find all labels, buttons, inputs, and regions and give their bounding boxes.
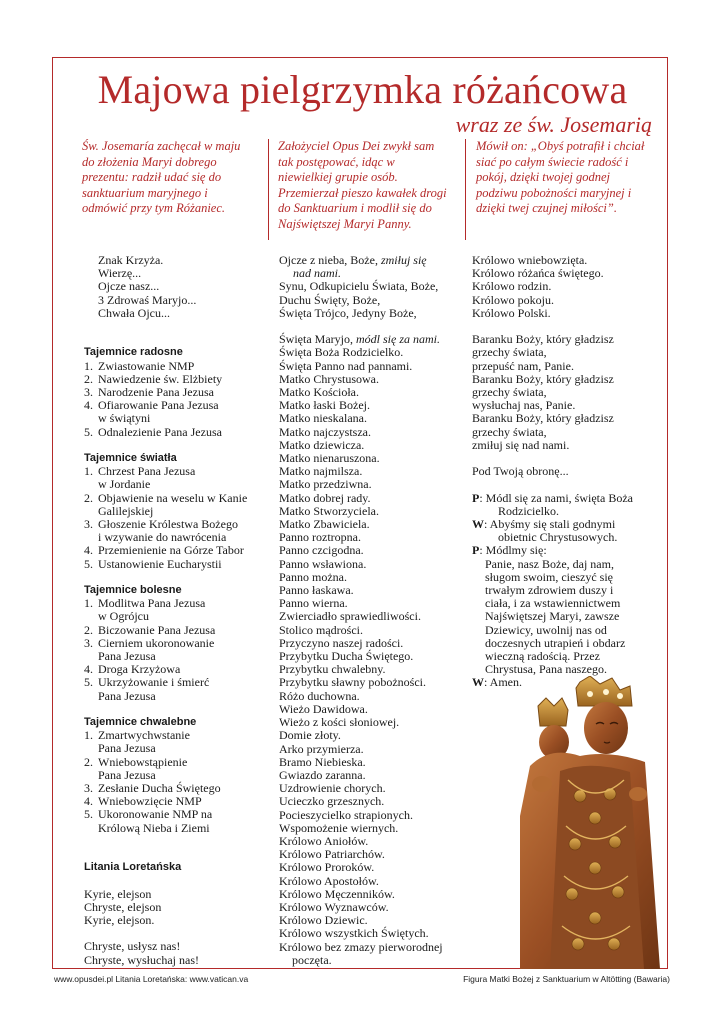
invocation-line: Wspomożenie wiernych.	[279, 820, 399, 835]
mysteries-sorrowful	[84, 584, 264, 703]
prayer-line: doczesnych utrapień i obdarz	[485, 635, 626, 650]
list-item: 1. Chrzest Pana Jezusa	[84, 464, 196, 479]
mysteries-light	[84, 452, 264, 571]
list-item-continuation: Pana Jezusa	[98, 649, 156, 664]
prayer-line: sługom swoim, cieszyć się	[485, 569, 613, 584]
list-item: 2. Wniebowstąpienie	[84, 754, 188, 769]
list-item-continuation: w Jordanie	[98, 477, 151, 492]
list-item: 5. Ukoronowanie NMP na	[84, 807, 213, 822]
sub-tuum: Pod Twoją obronę...	[472, 464, 569, 479]
mary-invocation: Święta Maryjo, módl się za nami.	[279, 332, 440, 347]
invocation-line: Matko dziewicza.	[279, 437, 365, 452]
list-item: 3. Narodzenie Pana Jezusa	[84, 385, 214, 399]
invocation-line: Przybytku Ducha Świętego.	[279, 649, 414, 664]
footer-caption: Figura Matki Bożej z Sanktuarium w Altötting (Bawaria)	[463, 974, 670, 984]
invocation-line: Różo duchowna.	[279, 688, 360, 703]
invocation-line: Święta Boża Rodzicielko.	[279, 345, 404, 360]
invocation-line: Pocieszycielko strapionych.	[279, 807, 413, 822]
list-item-continuation: Galilejskiej	[98, 503, 154, 518]
list-item: 4. Przemienienie na Górze Tabor	[84, 543, 244, 558]
invocation-line: Panno czcigodna.	[279, 543, 364, 558]
people-response-continuation: obietnic Chrystusowych.	[498, 530, 618, 545]
agnus-line: Baranku Boży, który gładzisz	[472, 411, 614, 426]
list-item: 1. Zwiastowanie NMP	[84, 358, 195, 373]
agnus-line: zmiłuj się nad nami.	[472, 437, 570, 452]
list-item: 2. Biczowanie Pana Jezusa	[84, 622, 216, 637]
intro-paragraph-2: Założyciel Opus Dei zwykł sam tak postępować, idąc w niewielkiej grupie osób. Przemierzał pieszo kawałek drogi do Sanktuarium i modlił się do Najświętszej Maryi Panny.	[278, 139, 447, 231]
people-response: W: Amen.	[472, 675, 522, 690]
invocation-list	[279, 346, 469, 953]
mysteries-glorious	[84, 716, 264, 835]
invocation-line: Królowo Apostołów.	[279, 873, 379, 888]
priest-versicle-continuation: Rodzicielko.	[498, 503, 559, 518]
section-heading: Tajemnice radosne	[84, 346, 183, 359]
section-heading: Tajemnice światła	[84, 452, 177, 464]
list-item: 3. Cierniem ukoronowanie	[84, 635, 215, 650]
invocation-line: Królowo Aniołów.	[279, 833, 369, 848]
prayer-line: Chrystusa, Pana naszego.	[485, 662, 607, 677]
list-item: 2. Objawienie na weselu w Kanie	[84, 490, 248, 505]
invocation-line: Wieżo z kości słoniowej.	[279, 715, 400, 730]
invocation-line: Przybytku chwalebny.	[279, 662, 386, 677]
list-item-continuation: Pana Jezusa	[98, 767, 156, 782]
invocation-line: Zwierciadło sprawiedliwości.	[279, 609, 421, 624]
agnus-line: grzechy świata,	[472, 385, 547, 400]
intro-paragraph-1: Św. Josemaría zachęcał w maju do złożenia Maryi dobrego prezentu: radził udać się do sanktuarium maryjnego i odmówić przy tym Różaniec.	[82, 139, 241, 216]
column-litany	[279, 254, 469, 967]
invocation-continuation: poczęta.	[292, 952, 332, 967]
opening-line: Chwała Ojcu...	[98, 305, 170, 320]
invocation-line: Święta Panno nad pannami.	[279, 358, 413, 373]
prayer-line: ciała, i za wstawiennictwem	[485, 596, 621, 611]
invocation-line: Panno wsławiona.	[279, 556, 367, 571]
column-divider	[465, 139, 466, 240]
invocation-line: Królowo Wyznawców.	[279, 899, 389, 914]
list-item-continuation: i wzywanie do nawrócenia	[98, 530, 227, 545]
opening-line: Wierzę...	[98, 266, 142, 281]
trinity-line: Duchu Święty, Boże,	[279, 292, 381, 307]
page-title: Majowa pielgrzymka różańcowa	[97, 67, 628, 112]
agnus-line: przepuść nam, Panie.	[472, 358, 574, 373]
queen-invocation: Królowo pokoju.	[472, 292, 554, 307]
invocation-line: Przyczyno naszej radości.	[279, 635, 404, 650]
invocation-line: Panno wierna.	[279, 596, 348, 611]
list-item: 4. Ofiarowanie Pana Jezusa	[84, 398, 219, 413]
agnus-line: wysłuchaj nas, Panie.	[472, 398, 576, 413]
section-heading: Tajemnice chwalebne	[84, 716, 197, 729]
column-divider	[268, 139, 269, 240]
invocation-line: Arko przymierza.	[279, 741, 364, 756]
invocation-line: Matko przedziwna.	[279, 477, 372, 492]
invocation-line: Królowo Dziewic.	[279, 913, 368, 928]
invocation-line: Bramo Niebieska.	[279, 754, 366, 769]
agnus-line: Baranku Boży, który gładzisz	[472, 332, 614, 347]
list-item: 4. Droga Krzyżowa	[84, 662, 181, 677]
queen-invocation: Królowo różańca świętego.	[472, 266, 604, 281]
prayer-line: Najświętszej Maryi, zawsze	[485, 609, 620, 624]
invocation-line: Gwiazdo zaranna.	[279, 767, 366, 782]
list-item: 4. Wniebowzięcie NMP	[84, 794, 202, 809]
list-item: 5. Ustanowienie Eucharystii	[84, 556, 222, 571]
madonna-statue-image	[520, 676, 660, 969]
list-item: 3. Zesłanie Ducha Świętego	[84, 781, 221, 796]
invocation-line: Matko nienaruszona.	[279, 451, 380, 466]
invocation-line: Królowo Patriarchów.	[279, 847, 385, 862]
prayer-line: Dziewicy, uwolnij nas od	[485, 622, 607, 637]
footer-source: www.opusdei.pl Litania Loretańska: www.vatican.va	[54, 974, 249, 984]
list-item-continuation: Pana Jezusa	[98, 688, 156, 703]
kyrie-line: Kyrie, elejson.	[84, 913, 155, 928]
kyrie-line: Chryste, elejson	[84, 899, 162, 914]
invocation-line: Uzdrowienie chorych.	[279, 781, 386, 796]
invocation-line: Matko Zbawiciela.	[279, 517, 370, 532]
opening-line: Znak Krzyża.	[98, 253, 164, 267]
invocation-line: Domie złoty.	[279, 728, 341, 743]
list-item: 1. Modlitwa Pana Jezusa	[84, 596, 206, 611]
section-heading: Tajemnice bolesne	[84, 584, 182, 597]
list-item-continuation: Królową Nieba i Ziemi	[98, 820, 210, 835]
prayer-line: Panie, nasz Boże, daj nam,	[485, 556, 614, 571]
opening-prayers	[84, 254, 264, 320]
invocation-line: Matko Kościoła.	[279, 385, 359, 400]
queen-invocation: Królowo wniebowzięta.	[472, 253, 588, 267]
list-item: 1. Zmartwychwstanie	[84, 728, 190, 743]
trinity-line: nad nami.	[293, 266, 341, 281]
page-subtitle: wraz ze św. Josemarią	[455, 112, 652, 137]
queen-invocation: Królowo rodzin.	[472, 279, 552, 294]
litany-heading: Litania Loretańska	[84, 861, 182, 874]
list-item-continuation: Pana Jezusa	[98, 741, 156, 756]
invocation-line: Ucieczko grzesznych.	[279, 794, 385, 809]
invocation-line: Panno można.	[279, 569, 347, 584]
people-response: W: Abyśmy się stali godnymi	[472, 517, 616, 532]
agnus-line: grzechy świata,	[472, 345, 547, 360]
trinity-line: Synu, Odkupicielu Świata, Boże,	[279, 279, 439, 294]
trinity-line: Ojcze z nieba, Boże, zmiłuj się	[279, 253, 427, 267]
christe-line: Chryste, usłysz nas!	[84, 939, 181, 954]
list-item-continuation: w Ogrójcu	[98, 609, 149, 624]
agnus-line: Baranku Boży, który gładzisz	[472, 371, 614, 386]
queen-invocation: Królowo Polski.	[472, 305, 551, 320]
list-item: 5. Ukrzyżowanie i śmierć	[84, 675, 210, 690]
invocation-line: Matko nieskalana.	[279, 411, 367, 426]
list-item: 2. Nawiedzenie św. Elżbiety	[84, 371, 223, 386]
invocation-line: Stolico mądrości.	[279, 622, 363, 637]
invocation-line: Królowo bez zmazy pierworodnej	[279, 939, 443, 954]
column-closing	[472, 254, 662, 690]
invocation-line: Matko łaski Bożej.	[279, 398, 370, 413]
prayer-line: trwałym zdrowiem duszy i	[485, 583, 614, 598]
list-item: 3. Głoszenie Królestwa Bożego	[84, 517, 238, 532]
invocation-line: Przybytku sławny pobożności.	[279, 675, 426, 690]
column-rosary	[84, 254, 264, 967]
christe-line: Chryste, wysłuchaj nas!	[84, 952, 199, 967]
mysteries-joyful	[84, 346, 264, 438]
list-item: 5. Odnalezienie Pana Jezusa	[84, 424, 222, 439]
priest-versicle: P: Módlmy się:	[472, 543, 547, 558]
invocation-line: Królowo Proroków.	[279, 860, 375, 875]
opening-line: 3 Zdrowaś Maryjo...	[98, 292, 197, 307]
agnus-line: grzechy świata,	[472, 424, 547, 439]
invocation-line: Panno roztropna.	[279, 530, 361, 545]
prayer-line: wieczną radością. Przez	[485, 649, 600, 664]
invocation-line: Królowo Męczenników.	[279, 886, 395, 901]
invocation-line: Matko Chrystusowa.	[279, 371, 379, 386]
invocation-line: Matko najczystsza.	[279, 424, 371, 439]
intro-paragraph-3: Mówił on: „Obyś potrafił i chciał siać po całym świecie radość i pokój, dzięki twojej godnej podziwu pobożności maryjnej i dzięki twej czujnej miłości”.	[476, 139, 645, 216]
invocation-line: Panno łaskawa.	[279, 583, 354, 598]
invocation-line: Matko Stworzyciela.	[279, 503, 379, 518]
opening-line: Ojcze nasz...	[98, 279, 160, 294]
invocation-line: Matko dobrej rady.	[279, 490, 371, 505]
list-item-continuation: w świątyni	[98, 411, 151, 426]
kyrie-line: Kyrie, elejson	[84, 886, 152, 901]
invocation-line: Królowo wszystkich Świętych.	[279, 926, 429, 941]
invocation-line: Wieżo Dawidowa.	[279, 701, 368, 716]
trinity-line: Święta Trójco, Jedyny Boże,	[279, 305, 417, 320]
priest-versicle: P: Módl się za nami, święta Boża	[472, 490, 633, 505]
invocation-line: Matko najmilsza.	[279, 464, 363, 479]
